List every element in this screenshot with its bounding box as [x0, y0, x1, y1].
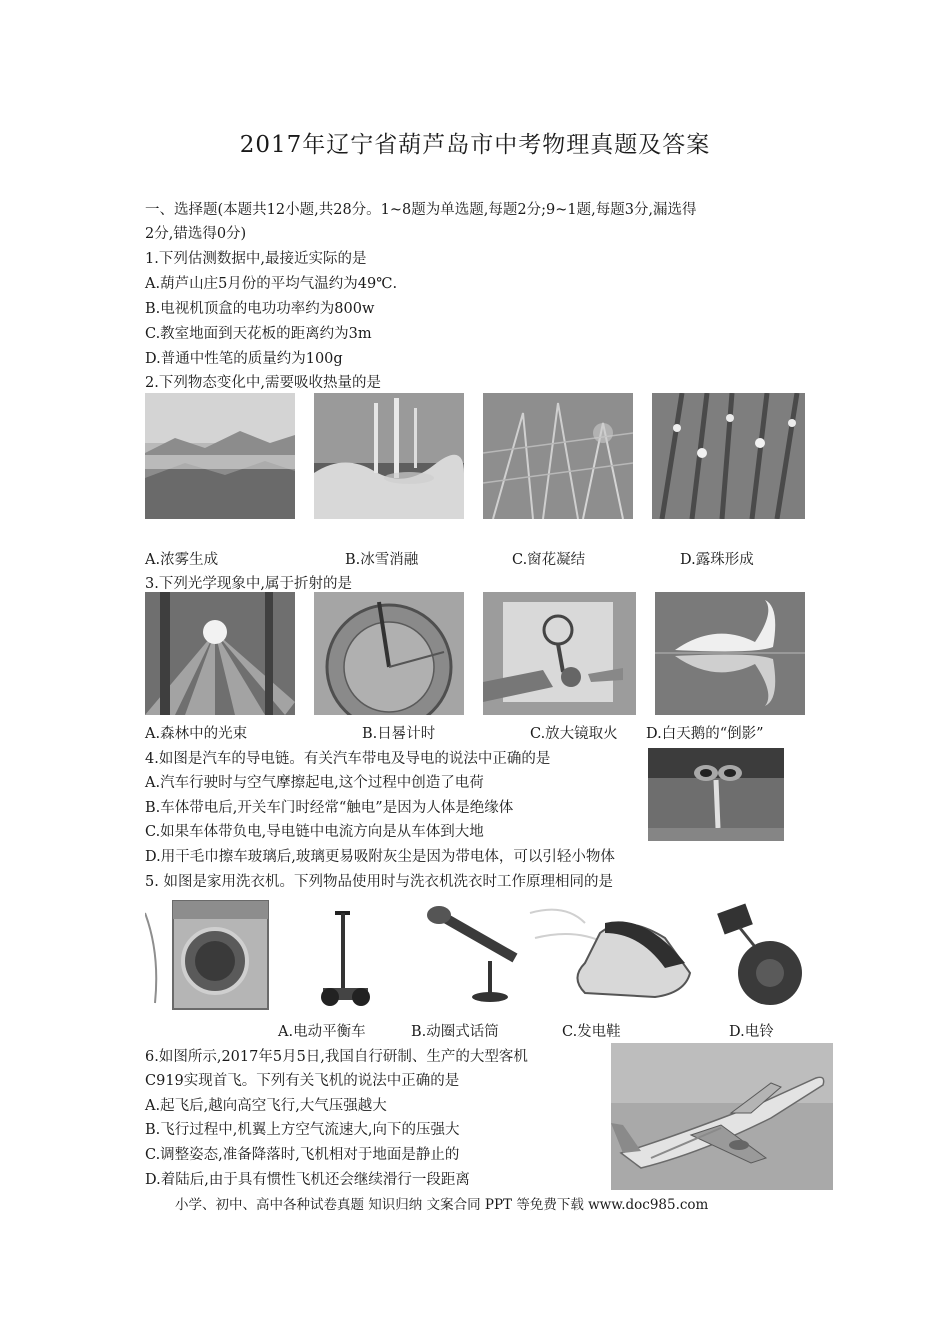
- magnifier-fire-photo: [483, 592, 636, 715]
- q1-option-c: C.教室地面到天花板的距离约为3m: [145, 326, 372, 342]
- q2-caption-d: D.露珠形成: [680, 552, 754, 568]
- q5-caption-d: D.电铃: [729, 1024, 774, 1040]
- q4-option-b: B.车体带电后,开关车门时经常“触电”是因为人体是绝缘体: [145, 800, 514, 816]
- q3-caption-c: C.放大镜取火: [530, 726, 618, 742]
- c919-airplane-photo: [611, 1043, 833, 1190]
- forest-light-beams-photo: [145, 592, 295, 715]
- q4-option-a: A.汽车行驶时与空气摩擦起电,这个过程中创造了电荷: [145, 775, 484, 791]
- q5-caption-c: C.发电鞋: [562, 1024, 621, 1040]
- swan-reflection-photo: [655, 592, 805, 715]
- q3-caption-d: D.白天鹅的“倒影”: [646, 726, 764, 742]
- q6-option-b: B.飞行过程中,机翼上方空气流速大,向下的压强大: [145, 1122, 460, 1138]
- q3-caption-a: A.森林中的光束: [145, 726, 248, 742]
- car-ground-chain-photo: [648, 748, 784, 841]
- q4-option-c: C.如果车体带负电,导电链中电流方向是从车体到大地: [145, 824, 484, 840]
- q1-stem: 1.下列估测数据中,最接近实际的是: [145, 251, 367, 267]
- q5-caption-a: A.电动平衡车: [278, 1024, 366, 1040]
- q1-option-b: B.电视机顶盒的电功功率约为800w: [145, 301, 375, 317]
- q5-stem: 5. 如图是家用洗衣机。下列物品使用时与洗衣机洗衣时工作原理相同的是: [145, 874, 613, 890]
- fog-photo: [145, 393, 295, 519]
- melting-ice-photo: [314, 393, 464, 519]
- q3-caption-b: B.日晷计时: [362, 726, 436, 742]
- washing-machine-figure: [145, 893, 805, 1013]
- q2-caption-b: B.冰雪消融: [345, 552, 419, 568]
- q6-option-a: A.起飞后,越向高空飞行,大气压强越大: [145, 1098, 387, 1114]
- q4-option-d: D.用干毛巾擦车玻璃后,玻璃更易吸附灰尘是因为带电体，可以引轻小物体: [145, 849, 615, 865]
- page-footer: 小学、初中、高中各种试卷真题 知识归纳 文案合同 PPT 等免费下载 www.doc985.com: [175, 1197, 709, 1213]
- dewdrops-photo: [652, 393, 805, 519]
- q4-stem: 4.如图是汽车的导电链。有关汽车带电及导电的说法中正确的是: [145, 751, 551, 767]
- q6-option-d: D.着陆后,由于具有惯性飞机还会继续滑行一段距离: [145, 1172, 470, 1188]
- q6-stem-line1: 6.如图所示,2017年5月5日,我国自行研制、生产的大型客机: [145, 1049, 528, 1065]
- q2-caption-c: C.窗花凝结: [512, 552, 586, 568]
- q5-caption-b: B.动圈式话筒: [411, 1024, 499, 1040]
- page-title: 2017年辽宁省葫芦岛市中考物理真题及答案: [239, 132, 711, 158]
- q3-stem: 3.下列光学现象中,属于折射的是: [145, 576, 352, 592]
- q6-option-c: C.调整姿态,准备降落时,飞机相对于地面是静止的: [145, 1147, 460, 1163]
- q1-option-d: D.普通中性笔的质量约为100g: [145, 351, 343, 367]
- window-frost-photo: [483, 393, 633, 519]
- section-header-line1: 一、选择题(本题共12小题,共28分。1~8题为单选题,每题2分;9~1题,每题3分,漏选得: [145, 202, 697, 218]
- section-header-line2: 2分,错选得0分): [145, 226, 247, 242]
- sundial-photo: [314, 592, 464, 715]
- q6-stem-line2: C919实现首飞。下列有关飞机的说法中正确的是: [145, 1073, 460, 1089]
- q2-caption-a: A.浓雾生成: [145, 552, 219, 568]
- q1-option-a: A.葫芦山庄5月份的平均气温约为49℃.: [145, 276, 398, 292]
- q2-stem: 2.下列物态变化中,需要吸收热量的是: [145, 375, 381, 391]
